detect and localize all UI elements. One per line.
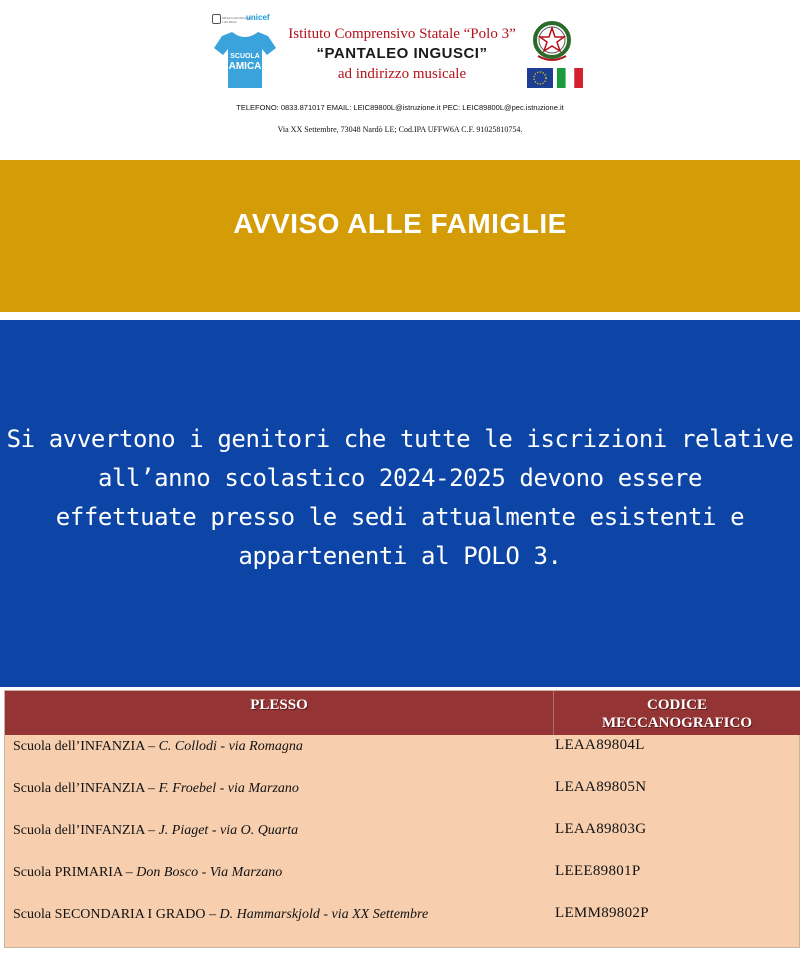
eu-italy-flags-icon bbox=[527, 68, 583, 88]
contact-line: TELEFONO: 0833.871017 EMAIL: LEIC89800L@istruzione.it PEC: LEIC89800L@pec.istruzione.it bbox=[236, 103, 564, 112]
school-cell bbox=[13, 823, 298, 839]
notice-line: effettuate presso le sedi attualmente esistenti e bbox=[55, 503, 745, 531]
school-cell bbox=[13, 781, 299, 797]
tshirt-line2: AMICA bbox=[228, 61, 262, 72]
school-cell bbox=[13, 865, 282, 881]
scuola-amica-tshirt-icon bbox=[214, 28, 276, 90]
notice-line: all’anno scolastico 2024-2025 devono essere bbox=[97, 464, 703, 492]
column-header-plesso: PLESSO bbox=[250, 697, 308, 713]
schools-table bbox=[4, 690, 800, 948]
unicef-logo: unicef bbox=[246, 13, 270, 22]
school-cell bbox=[13, 739, 303, 755]
school-cell bbox=[13, 907, 428, 923]
republic-small-emblem-icon bbox=[212, 14, 221, 24]
school-type: Scuola dell’INFANZIA – bbox=[13, 823, 159, 838]
notice-line: appartenenti al POLO 3. bbox=[238, 542, 562, 570]
school-code: LEMM89802P bbox=[555, 905, 649, 921]
notice-text bbox=[0, 420, 800, 576]
table-row bbox=[5, 735, 800, 777]
table-row bbox=[5, 777, 800, 819]
table-header bbox=[5, 691, 800, 735]
school-code: LEAA89803G bbox=[555, 821, 647, 837]
school-type: Scuola PRIMARIA – bbox=[13, 865, 137, 880]
column-header-codice-line1: CODICE bbox=[646, 697, 707, 713]
banner-title: AVVISO ALLE FAMIGLIE bbox=[233, 208, 567, 239]
address-line: Via XX Settembre, 73048 Nardò LE; Cod.IPA UFFW6A C.F. 91025810754. bbox=[277, 125, 523, 134]
column-header-codice-line2: MECCANOGRAFICO bbox=[602, 715, 752, 731]
italian-republic-emblem-icon bbox=[528, 18, 576, 66]
school-name-line1: Istituto Comprensivo Statale “Polo 3” bbox=[288, 26, 516, 42]
notice-panel bbox=[0, 320, 800, 687]
school-type: Scuola dell’INFANZIA – bbox=[13, 781, 159, 796]
table-row bbox=[5, 903, 800, 945]
letterhead bbox=[0, 0, 800, 160]
column-header-codice bbox=[553, 696, 800, 732]
ministry-text: Ministero dell'Istruzione e del Merito bbox=[222, 16, 252, 24]
table-row bbox=[5, 861, 800, 903]
school-name: Don Bosco - Via Marzano bbox=[136, 865, 283, 880]
school-code: LEAA89804L bbox=[555, 737, 645, 753]
school-name: D. Hammarskjold - via XX Settembre bbox=[219, 907, 429, 922]
school-name-line2: “PANTALEO INGUSCI” bbox=[316, 45, 488, 62]
school-name: C. Collodi - via Romagna bbox=[158, 739, 303, 754]
school-type: Scuola SECONDARIA I GRADO – bbox=[13, 907, 220, 922]
school-name: F. Froebel - via Marzano bbox=[158, 781, 299, 796]
title-banner bbox=[0, 160, 800, 312]
tshirt-line1: SCUOLA bbox=[230, 53, 260, 60]
school-type: Scuola dell’INFANZIA – bbox=[13, 739, 159, 754]
school-code: LEEE89801P bbox=[555, 863, 641, 879]
school-name: J. Piaget - via O. Quarta bbox=[158, 823, 299, 838]
notice-line: Si avvertono i genitori che tutte le iscrizioni relative bbox=[6, 425, 794, 453]
table-row bbox=[5, 819, 800, 861]
school-code: LEAA89805N bbox=[555, 779, 647, 795]
school-name-line3: ad indirizzo musicale bbox=[337, 66, 467, 82]
